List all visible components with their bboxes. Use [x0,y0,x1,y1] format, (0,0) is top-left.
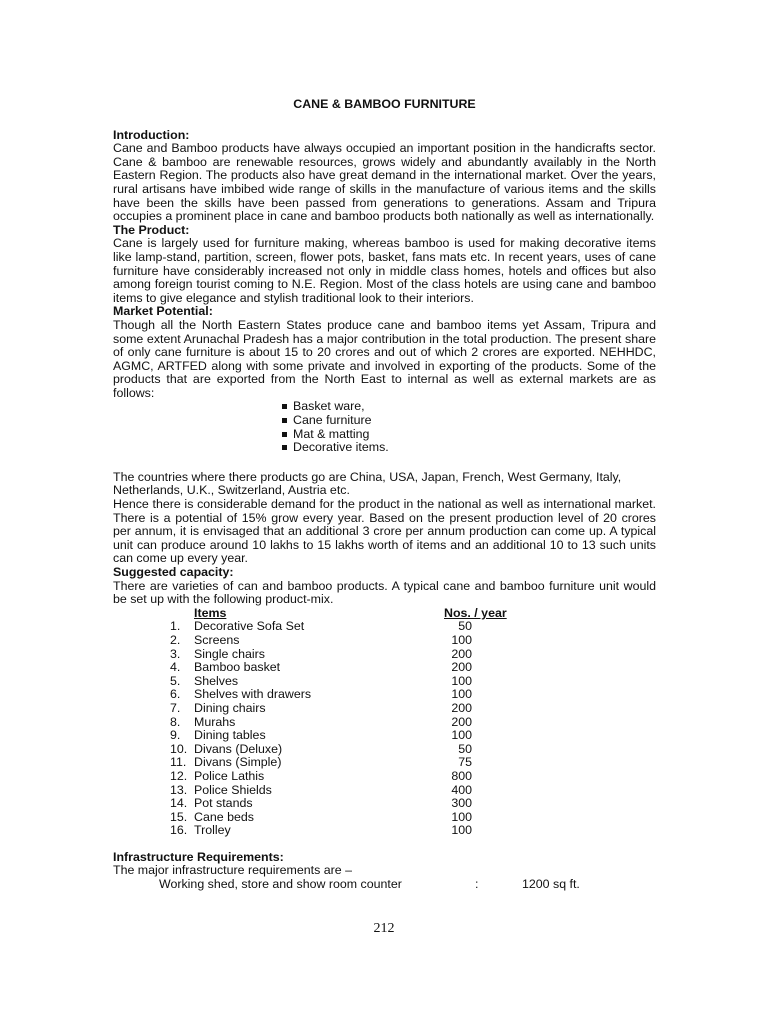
item-name: Murahs [194,714,236,729]
table-row [170,716,530,730]
row-number: 1. [170,619,181,634]
item-name: Bamboo basket [194,660,281,675]
qty-column-header: Nos. / year [444,605,507,620]
item-name: Dining tables [194,728,266,743]
countries-line-2: Netherlands, U.K., Switzerland, Austria etc. [113,483,350,498]
product-text: Cane is largely used for furniture making, whereas bamboo is used for making decorative items like lamp-stand, partition, screen, flower pots, basket, fans mats etc. In recent years, uses of cane furniture have considerably increased not only in middle class homes, hotels and offices but also among foreign tourist coming to N.E. Region. Most of the class hotels are using cane and bamboo items to give elegance and stylish traditional look to their interiors. [113,236,656,305]
item-name: Shelves [194,673,239,688]
product-heading: The Product: [113,222,190,237]
item-name: Divans (Simple) [194,755,282,770]
item-qty: 200 [451,646,472,661]
item-name: Pot stands [194,796,253,811]
table-row [170,784,530,798]
page-number: 212 [373,921,395,936]
list-item: Mat & matting [280,428,656,442]
demand-text: Hence there is considerable demand for the product in the national as well as international market. There is a potential of 15% grow every year. Based on the present production level of 20 crores per annum, it is envisaged that an additional 3 crore per annum production can come up. A typical unit can produce around 10 lakhs to 15 lakhs worth of items and an additional 10 to 13 such units can come up every year. [113,497,656,566]
page-content [113,98,656,892]
table-row [170,620,530,634]
item-qty: 100 [451,823,472,838]
table-row [170,634,530,648]
table-row [170,688,530,702]
infrastructure-colon: : [475,877,479,892]
item-qty: 200 [451,700,472,715]
row-number: 12. [170,768,188,783]
item-name: Police Lathis [194,768,265,783]
list-item: Basket ware, [280,400,656,414]
table-row [170,824,530,838]
infrastructure-text: The major infrastructure requirements are – [113,863,352,878]
list-item: Cane furniture [280,414,656,428]
export-products-list [280,400,656,454]
item-qty: 50 [458,741,472,756]
items-column-header: Items [194,605,227,620]
introduction-text: Cane and Bamboo products have always occupied an important position in the handicrafts sector. Cane & bamboo are renewable resources, grows widely and abundantly availably in the North Eastern Region. The products also have great demand in the international market. Over the years, rural artisans have imbibed wide range of skills in the manufacture of various items and the skills have been the skills have been passed from generations to generations. Assam and Tripura occupies a prominent place in cane and bamboo products both nationally as well as internationally. [113,141,656,224]
row-number: 14. [170,796,188,811]
table-row [170,756,530,770]
introduction-heading: Introduction: [113,127,190,142]
market-text: Though all the North Eastern States produce cane and bamboo items yet Assam, Tripura and some extent Arunachal Pradesh has a major contribution in the total production. The present share of only cane furniture is about 15 to 20 crores and out of which 2 crores are exported. NEHHDC, AGMC, ARTFED along with some private and involved in exporting of the products. Some of the products that are exported from the North East to internal as well as external markets are as follows: [113,317,656,400]
item-qty: 50 [458,619,472,634]
infrastructure-row [159,878,656,892]
item-qty: 75 [458,755,472,770]
table-row [170,811,530,825]
infrastructure-item: Working shed, store and show room counter [159,877,402,892]
table-row [170,661,530,675]
item-name: Screens [194,632,240,647]
item-qty: 200 [451,660,472,675]
item-name: Dining chairs [194,700,266,715]
item-qty: 300 [451,796,472,811]
item-qty: 100 [451,673,472,688]
item-name: Shelves with drawers [194,687,312,702]
item-qty: 400 [451,782,472,797]
item-name: Divans (Deluxe) [194,741,283,756]
row-number: 15. [170,809,188,824]
item-name: Decorative Sofa Set [194,619,305,634]
capacity-text: There are varieties of can and bamboo products. A typical cane and bamboo furniture unit would be set up with the following product-mix. [113,578,656,607]
item-qty: 100 [451,632,472,647]
item-qty: 200 [451,714,472,729]
table-row [170,770,530,784]
row-number: 16. [170,823,188,838]
item-qty: 100 [451,809,472,824]
market-heading: Market Potential: [113,304,213,319]
row-number: 8. [170,714,181,729]
row-number: 11. [170,755,187,770]
table-header-row [170,607,530,621]
row-number: 2. [170,632,181,647]
table-row [170,675,530,689]
infrastructure-heading: Infrastructure Requirements: [113,849,284,864]
row-number: 7. [170,700,181,715]
capacity-heading: Suggested capacity: [113,565,234,579]
item-name: Police Shields [194,782,272,797]
item-qty: 100 [451,687,472,702]
list-item: Decorative items. [280,441,656,455]
item-name: Trolley [194,823,231,838]
countries-line-1: The countries where there products go are China, USA, Japan, French, West Germany, Italy, [113,469,622,484]
row-number: 6. [170,687,181,702]
row-number: 9. [170,728,181,743]
table-row [170,702,530,716]
row-number: 4. [170,660,181,675]
row-number: 13. [170,782,188,797]
row-number: 5. [170,673,181,688]
row-number: 3. [170,646,181,661]
infrastructure-value: 1200 sq ft. [522,877,580,892]
table-row [170,797,530,811]
table-row [170,743,530,757]
page-title: CANE & BAMBOO FURNITURE [293,97,476,111]
item-qty: 800 [451,768,472,783]
item-name: Cane beds [194,809,254,824]
item-name: Single chairs [194,646,265,661]
table-row [170,648,530,662]
item-qty: 100 [451,728,472,743]
row-number: 10. [170,741,188,756]
product-mix-table [170,607,530,838]
table-row [170,729,530,743]
